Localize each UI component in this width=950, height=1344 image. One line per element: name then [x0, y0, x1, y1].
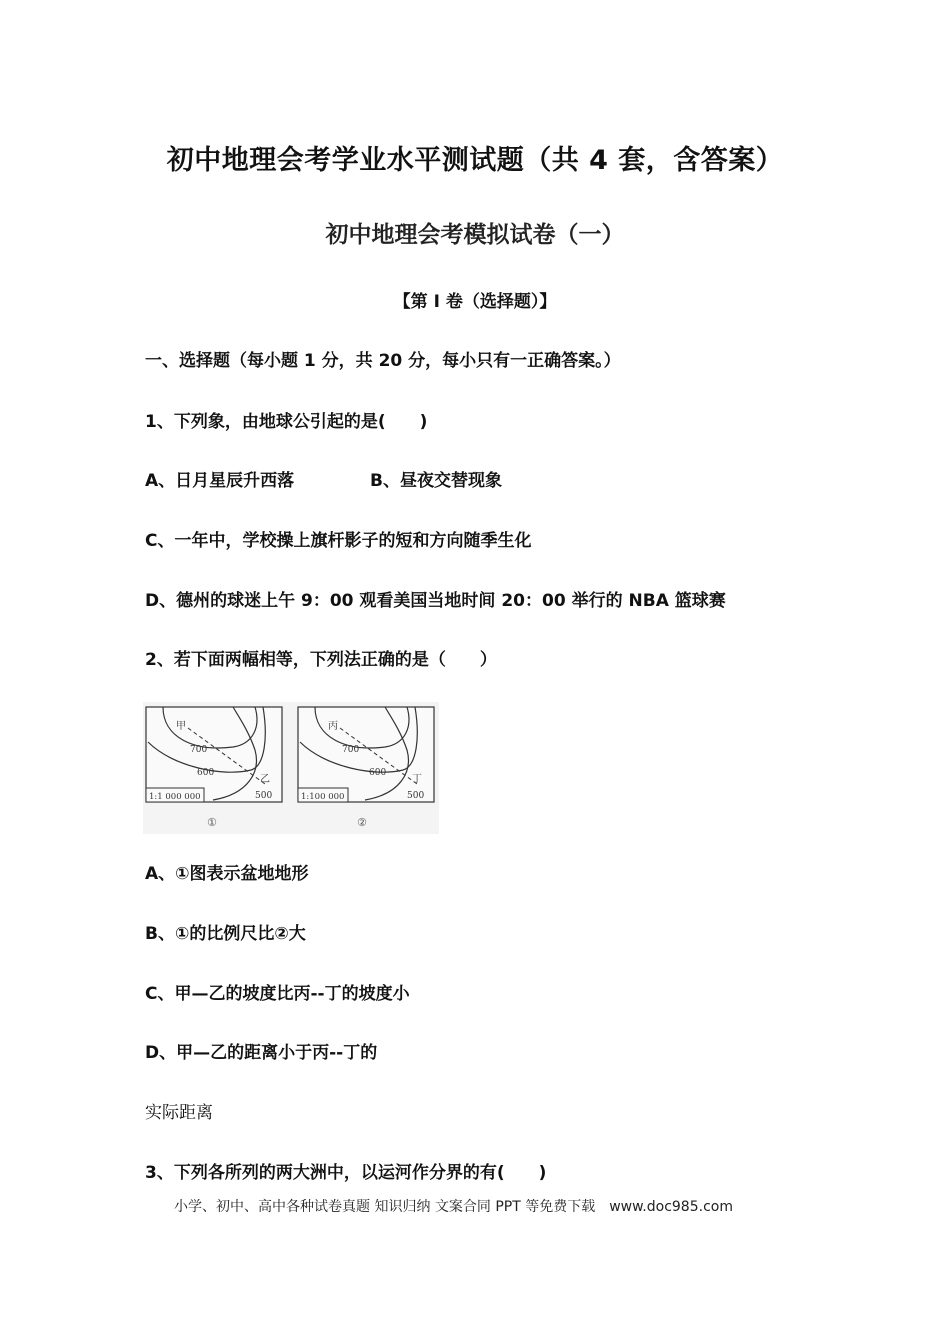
map2-scale: 1:100 000: [301, 792, 345, 802]
contour-map-figure: [143, 702, 439, 834]
map2-label-600: 600: [369, 768, 387, 778]
q1-option-c: C、一年中，学校操上旗杆影子的短和方向随季生化: [145, 531, 532, 551]
map1-label-500: 500: [255, 791, 273, 801]
map2-label-500: 500: [407, 791, 425, 801]
document-title: 初中地理会考学业水平测试题（共 4 套，含答案）: [166, 145, 784, 176]
instructions: 一、选择题（每小题 1 分，共 20 分，每小只有一正确答案。）: [145, 351, 621, 371]
page-footer: 小学、初中、高中各种试卷真题 知识归纳 文案合同 PPT 等免费下载 www.doc985.com: [174, 1199, 733, 1215]
exam-subtitle: 初中地理会考模拟试卷（一）: [325, 222, 625, 248]
q1-options-ab: [145, 470, 502, 492]
q2-option-d-continued: 实际距离: [145, 1103, 213, 1123]
contour-map-2: [298, 707, 434, 829]
q1-stem: 1、下列象，由地球公引起的是( ): [145, 412, 428, 432]
map2-label-700: 700: [342, 745, 360, 755]
q1-option-b: B、昼夜交替现象: [370, 471, 502, 491]
q2-option-d: D、甲—乙的距离小于丙--丁的: [145, 1043, 378, 1063]
map1-point-start: 甲: [176, 721, 186, 732]
q2-option-c: C、甲—乙的坡度比丙--丁的坡度小: [145, 984, 410, 1004]
map1-point-end: 乙: [260, 774, 270, 785]
map2-caption: ②: [357, 816, 367, 829]
q2-option-a: A、①图表示盆地地形: [145, 864, 309, 884]
q2-option-b: B、①的比例尺比②大: [145, 924, 306, 944]
map1-caption: ①: [207, 816, 217, 829]
contour-map-1: [146, 707, 282, 829]
map2-point-start: 丙: [328, 721, 338, 732]
map2-point-end: 丁: [412, 774, 422, 785]
q3-stem: 3、下列各所列的两大洲中，以运河作分界的有( ): [145, 1163, 547, 1183]
map1-label-700: 700: [190, 745, 208, 755]
section-header: 【第 I 卷（选择题）】: [393, 292, 557, 312]
contour-maps: [143, 702, 439, 834]
q1-option-a: A、日月星辰升西落: [145, 471, 295, 491]
map1-scale: 1:1 000 000: [149, 792, 201, 802]
map1-label-600: 600: [197, 768, 215, 778]
q2-stem: 2、若下面两幅相等，下列法正确的是（ ）: [145, 650, 497, 670]
q1-option-d: D、德州的球迷上午 9：00 观看美国当地时间 20：00 举行的 NBA 篮球赛: [145, 591, 726, 611]
